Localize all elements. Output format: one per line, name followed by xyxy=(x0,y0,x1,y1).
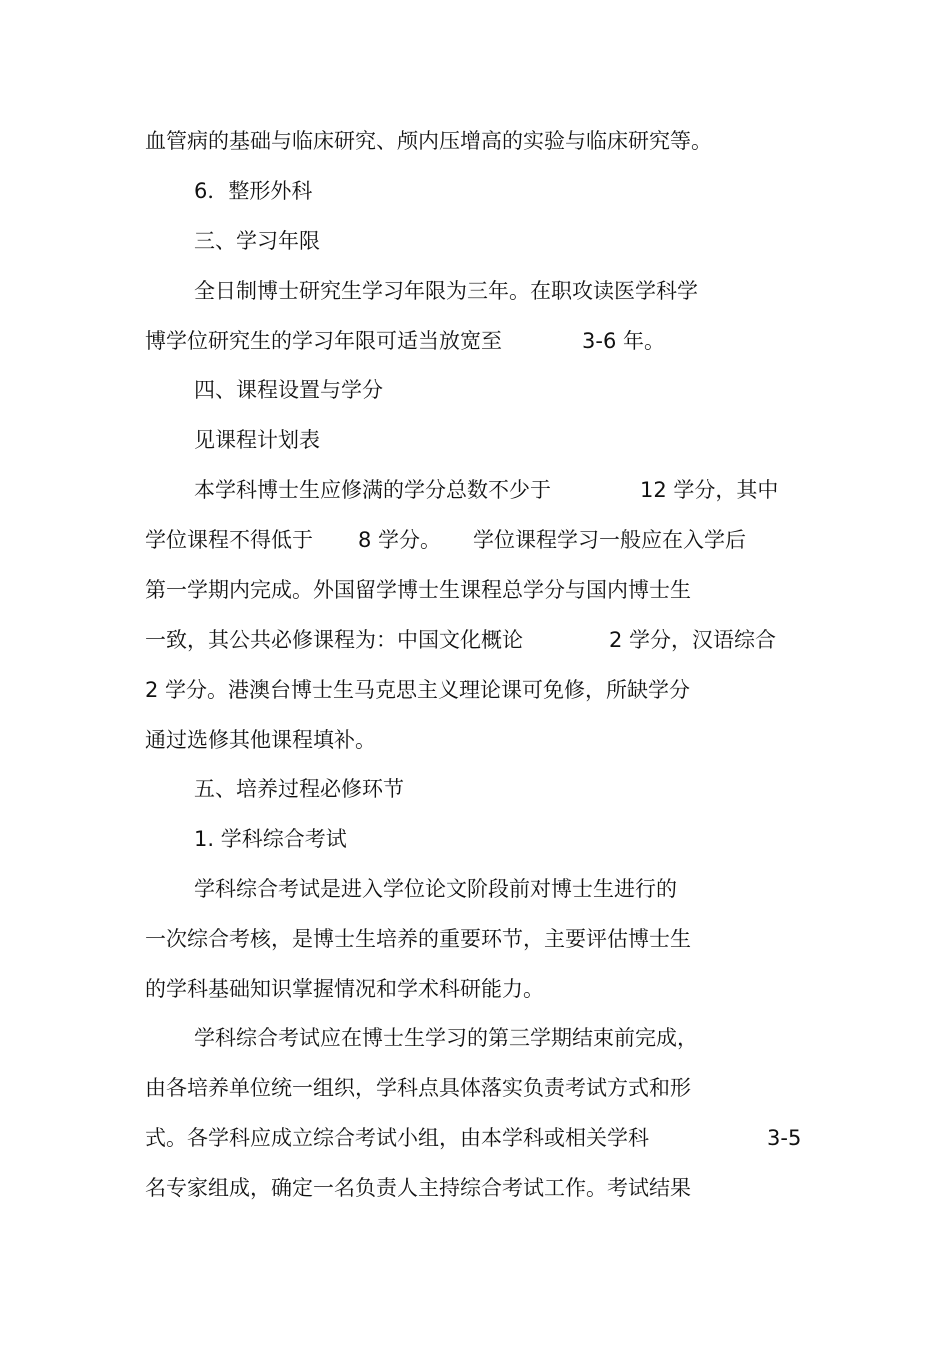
text-segment: 名专家组成，确定一名负责人主持综合考试工作。考试结果 xyxy=(145,1176,691,1200)
text-segment: 全日制博士研究生学习年限为三年。在职攻读医学科学 xyxy=(194,279,698,303)
heading-text: 四、课程设置与学分 xyxy=(194,378,383,402)
text-segment: 3-6 年。 xyxy=(582,329,665,353)
text-segment: 一次综合考核，是博士生培养的重要环节，主要评估博士生 xyxy=(145,927,691,951)
text-segment: 血管病的基础与临床研究、颅内压增高的实验与临床研究等。 xyxy=(145,129,712,153)
text-segment: 本学科博士生应修满的学分总数不少于 xyxy=(194,478,551,502)
text-segment: 2 学分，汉语综合 xyxy=(609,628,777,652)
text-segment: 一致，其公共必修课程为：中国文化概论 xyxy=(145,628,523,652)
text-segment: 学科综合考试应在博士生学习的第三学期结束前完成， xyxy=(194,1026,698,1050)
text-segment: 见课程计划表 xyxy=(194,428,320,452)
text-segment: 通过选修其他课程填补。 xyxy=(145,728,376,752)
text-segment: 博学位研究生的学习年限可适当放宽至 xyxy=(145,329,502,353)
text-segment: 学科综合考试是进入学位论文阶段前对博士生进行的 xyxy=(194,877,677,901)
heading-text: 1. 学科综合考试 xyxy=(194,827,347,851)
text-segment: 学位课程学习一般应在入学后 xyxy=(473,528,746,552)
text-segment: 式。各学科应成立综合考试小组，由本学科或相关学科 xyxy=(145,1126,649,1150)
text-segment: 第一学期内完成。外国留学博士生课程总学分与国内博士生 xyxy=(145,578,691,602)
heading-text: 三、学习年限 xyxy=(194,229,320,253)
text-segment: 学位课程不得低于 xyxy=(145,528,313,552)
text-segment: 的学科基础知识掌握情况和学术科研能力。 xyxy=(145,977,544,1001)
text-segment: 由各培养单位统一组织，学科点具体落实负责考试方式和形 xyxy=(145,1076,691,1100)
heading-text: 6．整形外科 xyxy=(194,179,313,203)
text-segment: 2 学分。港澳台博士生马克思主义理论课可免修，所缺学分 xyxy=(145,678,691,702)
text-segment: 8 学分。 xyxy=(358,528,442,552)
heading-text: 五、培养过程必修环节 xyxy=(194,777,404,801)
text-segment: 3-5 xyxy=(767,1126,802,1150)
text-segment: 12 学分，其中 xyxy=(640,478,779,502)
